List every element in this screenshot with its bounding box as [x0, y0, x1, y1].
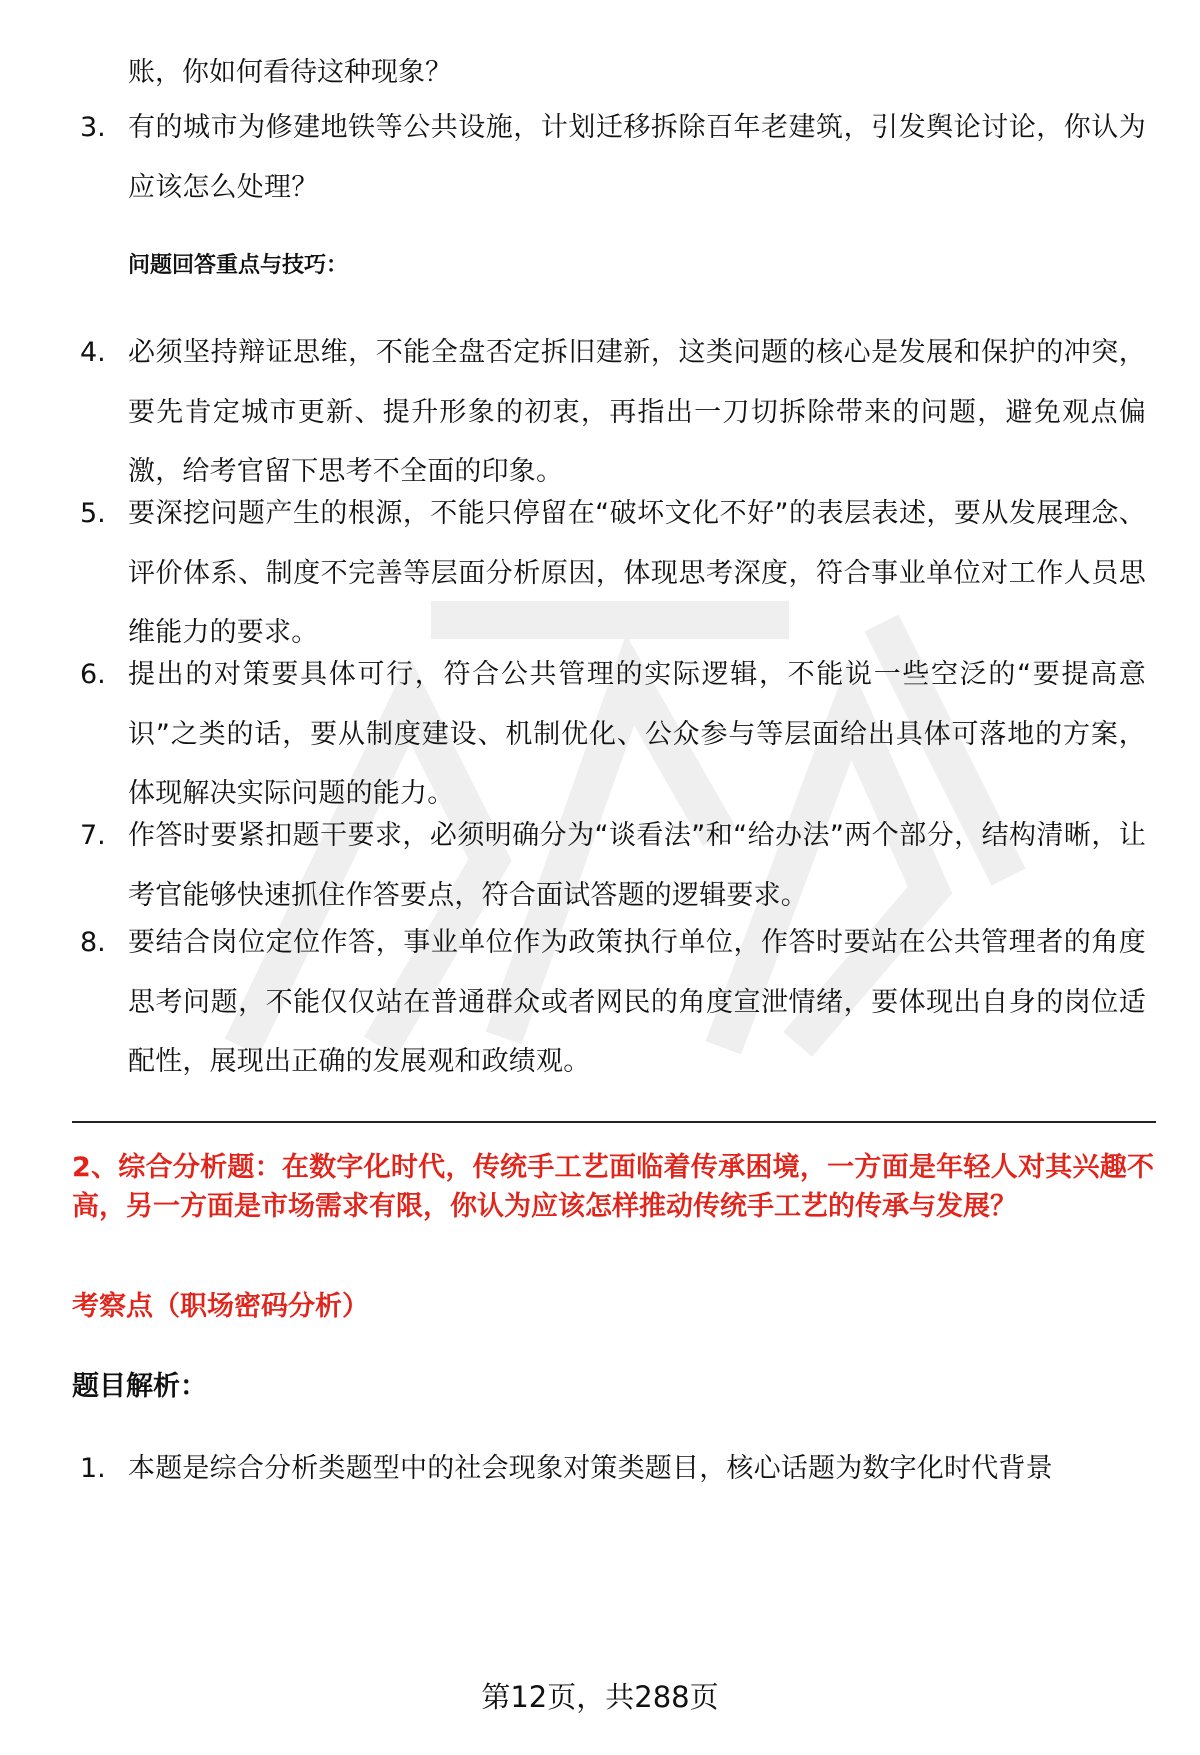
tip-text: 作答时要紧扣题干要求，必须明确分为“谈看法”和“给办法”两个部分，结构清晰，让考官能够快速抓住作答要点，符合面试答题的逻辑要求。 — [128, 820, 1146, 911]
tips-heading: 问题回答重点与技巧： — [128, 253, 349, 278]
tip-text: 要深挖问题产生的根源，不能只停留在“破坏文化不好”的表层表述，要从发展理念、评价体系、制度不完善等层面分析原因，体现思考深度，符合事业单位对工作人员思维能力的要求。 — [128, 498, 1146, 648]
tip-text: 要结合岗位定位作答，事业单位作为政策执行单位，作答时要站在公共管理者的角度思考问题，不能仅仅站在普通群众或者网民的角度宣泄情绪，要体现出自身的岗位适配性，展现出正确的发展观和政绩观。 — [128, 927, 1146, 1077]
analysis-heading: 题目解析： — [72, 1371, 207, 1402]
list-item-text: 有的城市为修建地铁等公共设施，计划迁移拆除百年老建筑，引发舆论讨论，你认为应该怎么处理？ — [128, 112, 1146, 203]
continuation-text: 账，你如何看待这种现象？ — [128, 57, 452, 88]
tip-number: 7. — [80, 820, 106, 851]
list-item-number: 3. — [80, 112, 106, 143]
tip-number: 8. — [80, 927, 106, 958]
exam-point-heading: 考察点（职场密码分析） — [72, 1291, 369, 1322]
tip-number: 5. — [80, 498, 106, 529]
analysis-number: 1. — [80, 1453, 106, 1484]
analysis-text: 本题是综合分析类题型中的社会现象对策类题目，核心话题为数字化时代背景 — [128, 1453, 1053, 1484]
tip-number: 6. — [80, 659, 106, 690]
tip-text: 必须坚持辩证思维，不能全盘否定拆旧建新，这类问题的核心是发展和保护的冲突，要先肯定城市更新、提升形象的初衷，再指出一刀切拆除带来的问题，避免观点偏激，给考官留下思考不全面的印象。 — [128, 337, 1146, 487]
section-divider — [72, 1121, 1156, 1123]
tip-text: 提出的对策要具体可行，符合公共管理的实际逻辑，不能说一些空泛的“要提高意识”之类的话，要从制度建设、机制优化、公众参与等层面给出具体可落地的方案，体现解决实际问题的能力。 — [128, 659, 1146, 809]
tip-number: 4. — [80, 337, 106, 368]
page-footer: 第12页，共288页 — [481, 1680, 719, 1714]
question-title: 2、综合分析题：在数字化时代，传统手工艺面临着传承困境，一方面是年轻人对其兴趣不高，另一方面是市场需求有限，你认为应该怎样推动传统手工艺的传承与发展？ — [72, 1152, 1154, 1222]
